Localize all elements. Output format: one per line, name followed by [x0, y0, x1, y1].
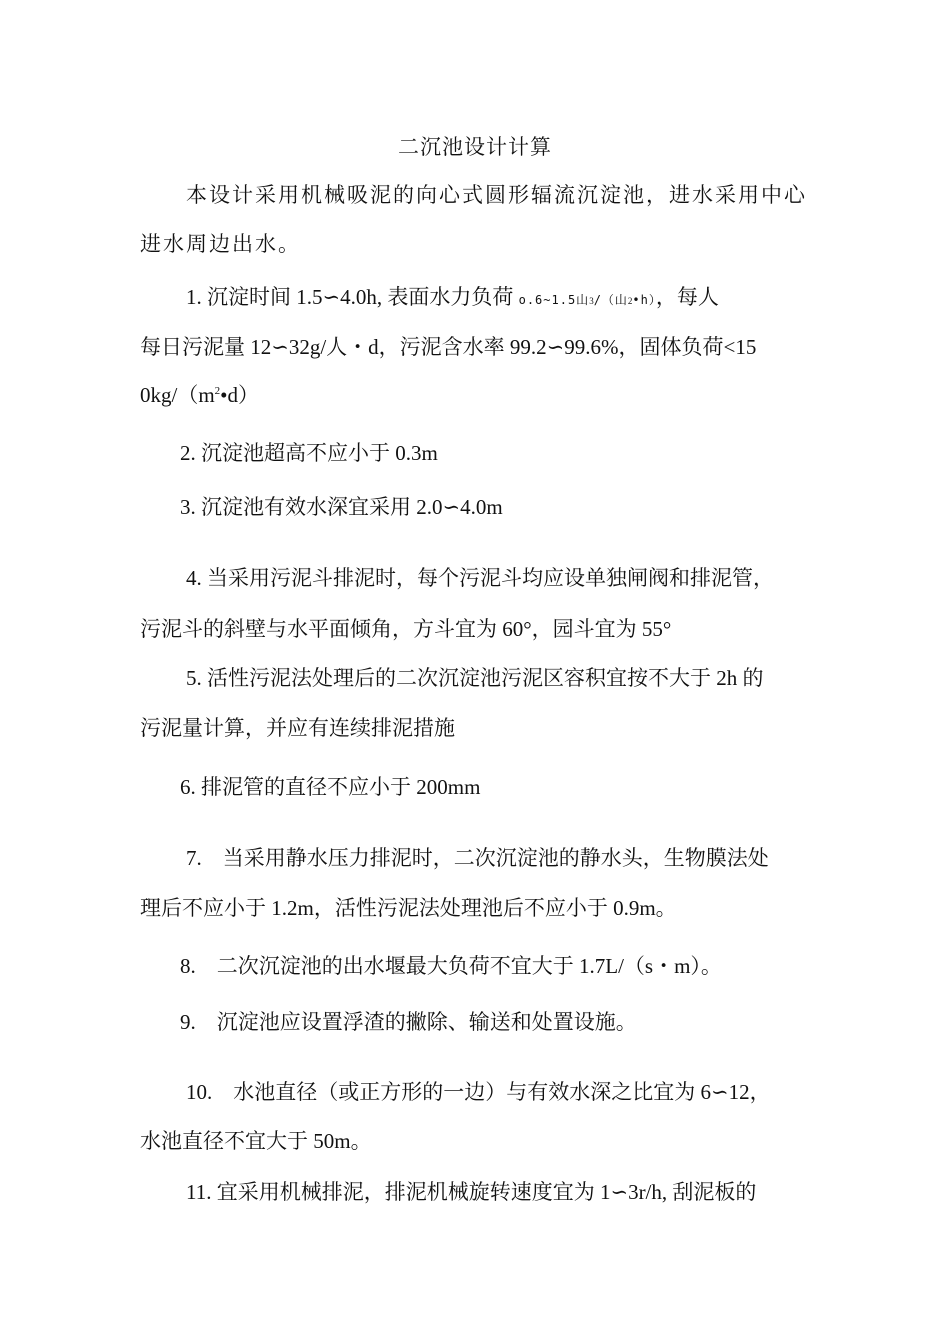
page-title: 二沉池设计计算: [398, 135, 552, 159]
item-11-line-1: 11. 宜采用机械排泥，排泥机械旋转速度宜为 1∽3r/h, 刮泥板的: [186, 1180, 757, 1204]
item-4-line-2: 污泥斗的斜壁与水平面倾角，方斗宜为 60°，园斗宜为 55°: [140, 617, 672, 641]
item-9: 9. 沉淀池应设置浮渣的撇除、输送和处置设施。: [180, 1010, 637, 1034]
item-1-text-b: o.6~1.5山: [518, 293, 590, 307]
item-1-line-3-sup: 2: [214, 385, 221, 397]
item-1-text-c: 3: [589, 296, 594, 306]
item-5-line-2: 污泥量计算，并应有连续排泥措施: [140, 716, 455, 740]
item-5-line-1: 5. 活性污泥法处理后的二次沉淀池污泥区容积宜按不大于 2h 的: [186, 666, 764, 690]
item-1-text-a: 1. 沉淀时间 1.5∽4.0h, 表面水力负荷: [186, 285, 514, 309]
item-3: 3. 沉淀池有效水深宜采用 2.0∽4.0m: [180, 495, 503, 519]
item-2: 2. 沉淀池超高不应小于 0.3m: [180, 441, 438, 465]
item-1-text-f: •h）: [632, 293, 656, 307]
item-1-line-3: [140, 380, 259, 410]
item-8: 8. 二次沉淀池的出水堰最大负荷不宜大于 1.7L/（s・m）。: [180, 954, 722, 978]
item-7-line-2: 理后不应小于 1.2m，活性污泥法处理池后不应小于 0.9m。: [140, 896, 677, 920]
item-7-line-1: 7. 当采用静水压力排泥时，二次沉淀池的静水头，生物膜法处: [186, 846, 769, 870]
item-10-line-1: 10. 水池直径（或正方形的一边）与有效水深之比宜为 6∽12，: [186, 1080, 771, 1104]
item-1-line-2: 每日污泥量 12∽32g/人・d，污泥含水率 99.2∽99.6%，固体负荷<15: [140, 335, 757, 359]
item-1-line-3-a: 0kg/（m: [140, 383, 215, 407]
item-1-text-g: ，每人: [655, 285, 719, 309]
item-1-text-e: 2: [627, 296, 633, 306]
item-4-line-1: 4. 当采用污泥斗排泥时，每个污泥斗均应设单独闸阀和排泥管，: [186, 566, 774, 590]
item-1-line-3-b: •d）: [220, 383, 260, 407]
item-10-line-2: 水池直径不宜大于 50m。: [140, 1129, 372, 1153]
intro-line-2: 进水周边出水。: [140, 232, 301, 256]
intro-line-1: 本设计采用机械吸泥的向心式圆形辐流沉淀池，进水采用中心: [186, 183, 807, 207]
item-1-text-d: /（山: [593, 293, 628, 307]
item-6: 6. 排泥管的直径不应小于 200mm: [180, 775, 481, 799]
item-1-line-1: [186, 282, 719, 316]
